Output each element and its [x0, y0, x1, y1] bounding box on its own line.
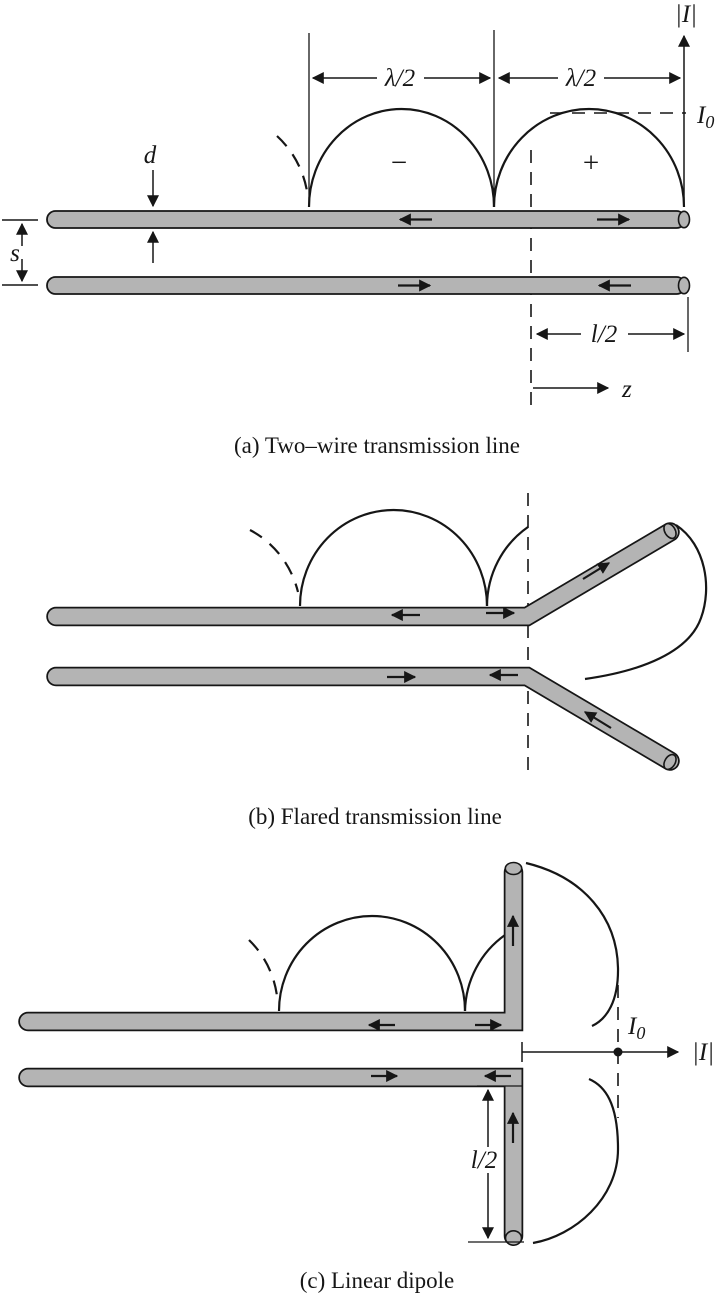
panel-b-flared-line: [56, 493, 706, 829]
caption-a: (a) Two–wire transmission line: [233, 433, 521, 458]
dipole-current-arc-lower: [533, 1079, 618, 1243]
bottom-conductor-c: [28, 1078, 514, 1237]
minus-sign: −: [390, 147, 408, 179]
standing-wave-rising-quarter-c: [465, 935, 505, 1011]
top-wire-a: [47, 211, 685, 228]
plus-sign: +: [582, 147, 600, 179]
standing-wave-hump-c: [279, 916, 465, 1011]
half-length-label-c: l/2: [470, 1147, 498, 1174]
top-conductor-outline-b: [56, 532, 670, 617]
top-wire-end-cap-a: [679, 211, 690, 227]
current-axis-label-a: |I|: [674, 1, 698, 28]
caption-c: (c) Linear dipole: [299, 1268, 455, 1293]
lambda-half-label-left: λ/2: [384, 65, 416, 92]
bottom-conductor-outline-c: [28, 1078, 514, 1237]
top-conductor-b: [56, 532, 670, 617]
standing-wave-rising-quarter-b: [487, 527, 528, 606]
half-length-label-a: l/2: [590, 321, 618, 348]
z-axis-label: z: [622, 376, 632, 403]
lambda-half-label-right: λ/2: [565, 65, 597, 92]
standing-wave-hump-b: [300, 510, 487, 606]
peak-current-label-a: $I_0$: [697, 102, 715, 132]
standing-wave-dashed-tail-c: [249, 940, 277, 996]
peak-current-label-c: $I_0$: [628, 1013, 646, 1043]
panel-a-two-wire-line: [2, 1, 714, 458]
wire-diameter-label: d: [143, 142, 157, 169]
wire-spacing-label: s: [10, 240, 20, 267]
bottom-conductor-b: [56, 677, 670, 762]
bottom-wire-a: [47, 277, 685, 294]
standing-wave-dashed-tail-b: [250, 530, 298, 592]
standing-wave-dashed-tail-a: [277, 136, 308, 198]
dipole-current-arc-upper: [526, 863, 618, 1026]
current-axis-label-c: |I|: [692, 1039, 715, 1066]
caption-b: (b) Flared transmission line: [248, 804, 502, 829]
bottom-wire-end-cap-a: [679, 277, 690, 293]
bottom-conductor-outline-b: [56, 677, 670, 762]
peak-current-dot: [614, 1048, 623, 1057]
panel-c-linear-dipole: [28, 863, 714, 1294]
lower-arm-end-cap: [506, 1231, 522, 1245]
upper-arm-end-cap: [505, 863, 521, 875]
